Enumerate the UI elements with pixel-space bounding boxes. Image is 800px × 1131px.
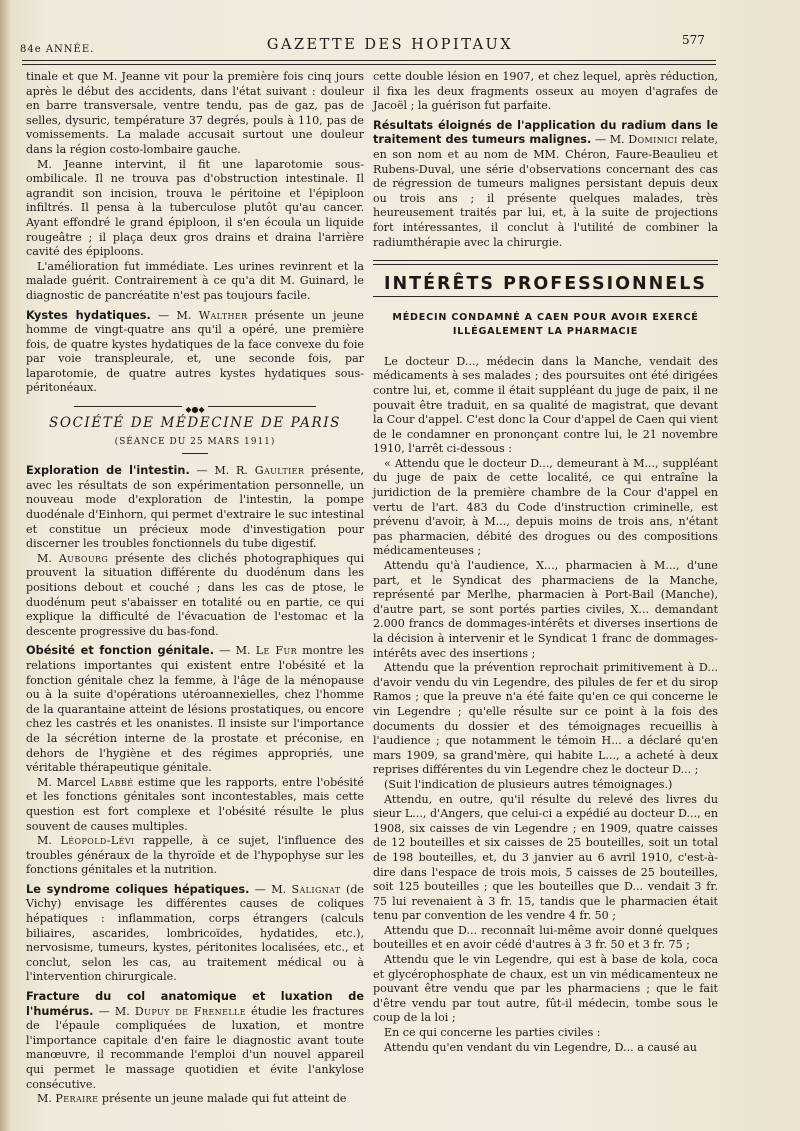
ornament-divider: ◆●◆ (26, 402, 364, 410)
article-paragraph: Attendu, en outre, qu'il résulte du relevé des livres du sieur L..., d'Angers, que celui-ci a expédié au docteur D..., en 1908, six caisses de vin Legendre ; en 1909, quatre caisses de 12 bouteilles et six caisses de 25 bouteilles, soit un total de 198 bouteilles, et, du 3 janvier au 6 avril 1910, c'est-à-dire dans l'espace de trois mois, 5 caisses de 25 bouteilles, soit 125 bouteilles ; que les bouteilles que D... vendait 3 fr. 75 lui revenaient à 3 fr. 15, tandis que le pharmacien était tenu par convention de les vendre 4 fr. 50 ; (373, 792, 718, 923)
short-divider (182, 453, 208, 454)
kystes-paragraph: Kystes hydatiques. — M. Walther présente un jeune homme de vingt-quatre ans qu'il a opéré, une première fois, de quatre kystes hydatiques de la face convexe du foie par voie transpleurale, et, une seconde fois, par laparotomie, de quatre autres kystes hydatiques sous-péritonéaux. (26, 308, 364, 395)
section-title-rule (373, 296, 718, 297)
author-name: Gaultier (254, 464, 305, 478)
article-paragraph: En ce qui concerne les parties civiles : (384, 1026, 601, 1040)
article-paragraph: Attendu que le vin Legendre, qui est à base de kola, coca et glycérophosphate de chaux, est un vin médicamenteux ne pouvant être vendu que par les pharmaciens ; que le fait d'être vendu par tout autre, fût-il médecin, tombe sous le coup de la loi ; (373, 953, 718, 1025)
journal-title: GAZETTE DES HOPITAUX (266, 37, 514, 53)
author-name: Labbé (100, 775, 134, 789)
page-number: 577 (682, 33, 705, 47)
article-paragraph: Attendu qu'en vendant du vin Legendre, D... a causé au (384, 1040, 697, 1054)
paragraph: tinale et que M. Jeanne vit pour la première fois cinq jours après le début des accidents, dans l'état suivant : douleur en barre transversale, ventre tendu, pas de gaz, pas de selles, dysuric, température 37 degrés, pouls à 110, pas de vomissements. La malade accusait surtout une douleur dans la région costo-lombaire gauche. (26, 70, 364, 156)
exploration-paragraph: Exploration de l'intestin. — M. R. Gaultier présente, avec les résultats de son expérimentation personnelle, un nouveau mode d'exploration de l'intestin, la pompe duodénale d'Einhorn, qui permet d'extraire le suc intestinal et constitue un précieux mode d'investigation pour discerner les troubles fonctionnels du tube digestif. (26, 464, 365, 551)
fracture-paragraph: Fracture du col anatomique et luxation de l'humérus. — M. Dupuy de Frenelle étudie les fractures de l'épaule compliquées de luxation, et montre l'importance capitale d'en faire le diagnostic avant toute manœuvre, il recommande l'emploi d'un nouvel appareil qui permet le massage quotidien et évite l'ankylose consécutive. (26, 990, 365, 1091)
author-name: Walther (198, 308, 248, 322)
section-rule (373, 260, 718, 261)
subheading: Kystes hydatiques. (26, 308, 151, 322)
section-rule-secondary (373, 264, 718, 265)
subheading: Résultats éloignés de l'application du radium dans le traitement des tumeurs malignes. (373, 118, 718, 147)
author-name: Peraire (55, 1092, 99, 1106)
right-column (373, 70, 718, 1055)
header-rule (22, 60, 716, 61)
session-date: (SÉANCE DU 25 MARS 1911) (114, 436, 276, 447)
society-title: SOCIÉTÉ DE MÉDECINE DE PARIS (48, 415, 342, 432)
paragraph: M. Marcel Labbé estime que les rapports, entre l'obésité et les fonctions génitales sont incontestables, mais cette question est fort complexe et l'obésité résulte le plus souvent de causes multiples. (26, 775, 364, 833)
subheading: Fracture du col anatomique et luxation de l'humérus. (26, 990, 364, 1018)
paragraph: M. Léopold-Lévi rappelle, à ce sujet, l'influence des troubles généraux de la thyroïde et de l'hypophyse sur les fonctions génitales et la nutrition. (26, 834, 364, 877)
subheading: Obésité et fonction génitale. (26, 644, 215, 658)
author-name: Dominici (628, 133, 678, 147)
article-paragraph: Attendu qu'à l'audience, X..., pharmacien à M..., d'une part, et le Syndicat des pharmaciens de la Manche, représenté par Merlhe, pharmacien à Port-Bail (Manche), d'autre part, se sont portés parties civiles, X... demandant 2.000 francs de dommages-intérêts et diverses insertions de la décision à intervenir et le Syndicat 1 franc de dommages-intérêts avec des insertions ; (373, 559, 718, 660)
article-paragraph: Attendu que D... reconnaît lui-même avoir donné quelques bouteilles et en avoir cédé d'autres à 3 fr. 50 et 3 fr. 75 ; (373, 923, 718, 952)
article-paragraph: « Attendu que le docteur D..., demeurant à M..., suppléant du juge de paix de cette localité, ce qui entraîne la juridiction de la première chambre de la Cour d'appel en vertu de l'art. 483 du Code d'instruction criminelle, est prévenu d'avoir, à M..., depuis moins de trois ans, n'étant pas pharmacien, débité des drogues ou des compositions médicamenteuses ; (373, 456, 718, 558)
paragraph: M. Aubourg présente des clichés photographiques qui prouvent la situation différente du duodénum dans les positions debout et couché ; dans les cas de ptose, le duodénum peut s'abaisser en totalité ou en partie, ce qui explique la difficulté de l'évacuation de l'estomac et la descente progressive du bas-fond. (26, 551, 364, 638)
author-name: Aubourg (58, 551, 109, 565)
author-name: Le Fur (255, 644, 298, 658)
article-title: MÉDECIN CONDAMNÉ A CAEN POUR AVOIR EXERCÉ ILLÉGALEMENT LA PHARMACIE (392, 311, 699, 337)
syndrome-paragraph: Le syndrome coliques hépatiques. — M. Salignat (de Vichy) envisage les différentes causes de coliques hépatiques : inflammation, corps étrangers (calculs biliaires, ascarides, lombricoïdes, hydatides, etc.), nervosisme, tumeurs, kystes, péritonites localisées, etc., et conclut, selon les cas, au traitement médical ou à l'intervention chirurgicale. (26, 882, 364, 984)
paragraph: M. Peraire présente un jeune malade qui fut atteint de (37, 1092, 347, 1106)
radium-paragraph: Résultats éloignés de l'application du radium dans le traitement des tumeurs malignes. — M. Dominici relate, en son nom et au nom de MM. Chéron, Faure-Beaulieu et Rubens-Duval, une série d'observations concernant des cas de régression de tumeurs malignes persistant depuis deux ou trois ans ; il présente quelques malades, très heureusement traités par lui, et, à la suite de projections fort intéressantes, il conclut à l'utilité de combiner la radiumthérapie avec la chirurgie. (373, 118, 719, 249)
article-paragraph: (Suit l'indication de plusieurs autres témoignages.) (384, 777, 673, 791)
obesite-paragraph: Obésité et fonction génitale. — M. Le Fur montre les relations importantes qui existent entre l'obésité et la fonction génitale chez la femme, à l'âge de la ménopause ou à la suite d'opérations utéroannexielles, chez l'homme de la quarantaine atteint de lésions prostatiques, ou encore chez les castrés et les onanistes. Il insiste sur l'importance de la sécrétion interne de la prostate et préconise, en dehors de l'hygiène et des régimes appropriés, une véritable thérapeutique génitale. (26, 644, 364, 775)
article-paragraph: Le docteur D..., médecin dans la Manche, vendait des médicaments à ses malades ; des poursuites ont été dirigées contre lui, et, comme il était suppléant du juge de paix, il ne pouvait être traduit, en sa qualité de magistrat, que devant la Cour d'appel. C'est donc la Cour d'appel de Caen qui vient de le condamner en prononçant contre lui, le 21 novembre 1910, l'arrêt ci-dessous : (373, 354, 718, 456)
paragraph: cette double lésion en 1907, et chez lequel, après réduction, il fixa les deux fragments osseux au moyen d'agrafes de Jacoël ; la guérison fut parfaite. (373, 70, 718, 113)
subheading: Exploration de l'intestin. (26, 464, 190, 478)
article-paragraph: Attendu que la prévention reprochait primitivement à D... d'avoir vendu du vin Legendre, des pilules de fer et du sirop Ramos ; que la preuve n'a été faite qu'en ce qui concerne le vin Legendre ; qu'elle résulte sur ce point à la fois des documents du dossier et des témoignages recueillis à l'audience ; que notamment le témoin H... a déclaré qu'en mars 1909, sa grand'mère, qui habite L..., a acheté à deux reprises différentes du vin Legendre chez le docteur D... ; (373, 661, 718, 777)
binding-edge (0, 0, 10, 1131)
paragraph: L'amélioration fut immédiate. Les urines revinrent et la malade guérit. Contrairement à ce qu'a dit M. Guinard, le diagnostic de pancréatite n'est pas toujours facile. (26, 259, 364, 302)
author-name: Dupuy de Frenelle (134, 1004, 246, 1018)
author-name: Léopold-Lévi (60, 834, 135, 848)
author-name: Salignat (291, 882, 341, 896)
subheading: Le syndrome coliques hépatiques. (26, 882, 250, 896)
year-label: 84e ANNÉE. (20, 44, 95, 55)
left-column (26, 70, 364, 1107)
section-title: INTÉRÊTS PROFESSIONNELS (383, 274, 707, 295)
header-rule-secondary (22, 64, 716, 65)
paragraph: M. Jeanne intervint, il fit une laparotomie sous-ombilicale. Il ne trouva pas d'obstruction intestinale. Il agrandit son incision, trouva le péritoine et l'épiploon infiltrés. Il pensa à la tuberculose plutôt qu'au cancer. Ayant effondré le grand épiploon, il s'en écoula un liquide rougeâtre ; il plaça deux gros drains et draina l'arrière cavité des épiploons. (26, 157, 364, 259)
